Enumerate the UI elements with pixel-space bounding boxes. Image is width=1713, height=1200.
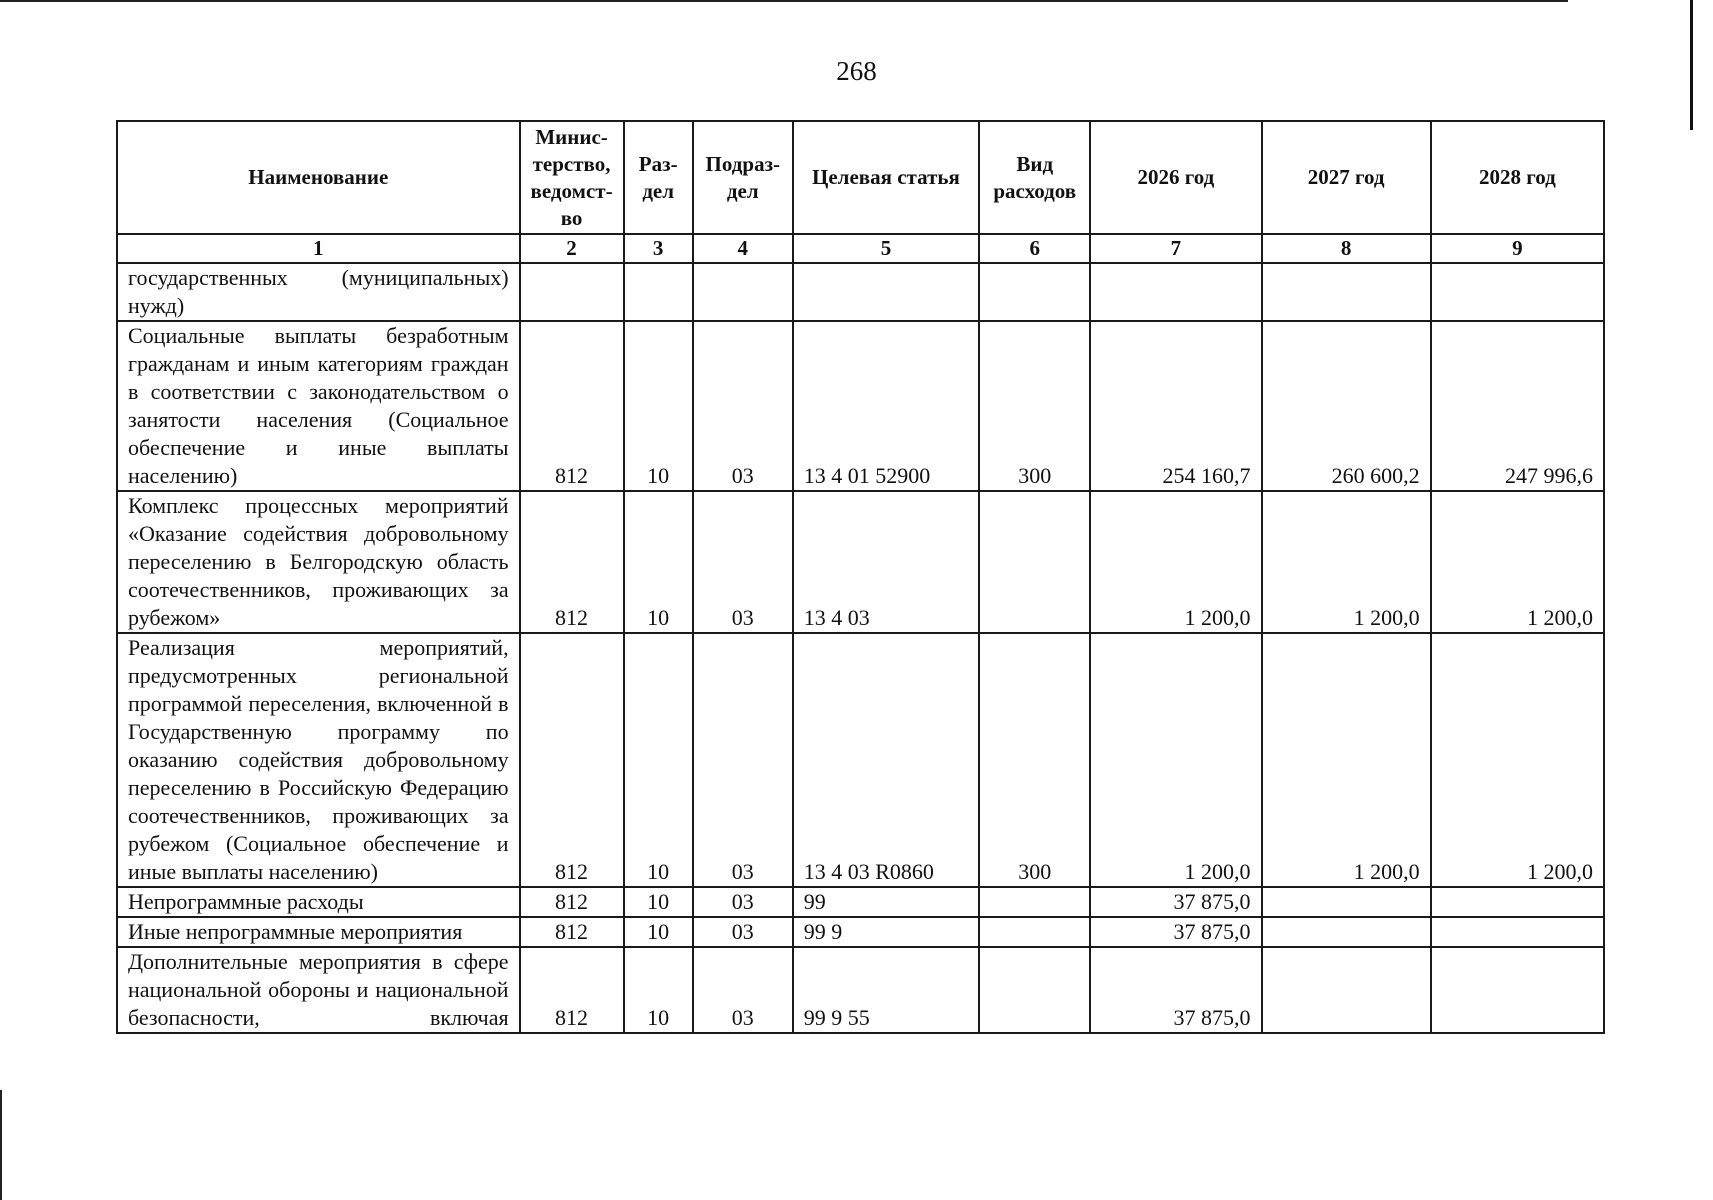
row-section xyxy=(624,263,693,321)
row-ministry: 812 xyxy=(520,491,624,633)
header-row xyxy=(117,121,1604,234)
row-2027: 1 200,0 xyxy=(1262,491,1431,633)
row-expense-type xyxy=(979,917,1090,947)
row-subsection: 03 xyxy=(693,917,793,947)
row-expense-type xyxy=(979,887,1090,917)
row-2028: 247 996,6 xyxy=(1431,321,1604,491)
row-2027 xyxy=(1262,887,1431,917)
row-2026: 254 160,7 xyxy=(1090,321,1261,491)
table-row xyxy=(117,321,1604,491)
row-2028 xyxy=(1431,263,1604,321)
row-ministry: 812 xyxy=(520,947,624,1033)
table-row xyxy=(117,633,1604,887)
table-row xyxy=(117,947,1604,1033)
column-number: 3 xyxy=(624,234,693,263)
row-2026: 37 875,0 xyxy=(1090,917,1261,947)
header-2028: 2028 год xyxy=(1431,121,1604,234)
row-target: 13 4 01 52900 xyxy=(793,321,980,491)
row-name: государственных (муниципальных) нужд) xyxy=(117,263,520,321)
header-subsection: Подраз-дел xyxy=(693,121,793,234)
row-target: 13 4 03 xyxy=(793,491,980,633)
row-expense-type xyxy=(979,491,1090,633)
column-number: 8 xyxy=(1262,234,1431,263)
header-2026: 2026 год xyxy=(1090,121,1261,234)
row-2028 xyxy=(1431,947,1604,1033)
row-section: 10 xyxy=(624,633,693,887)
row-subsection: 03 xyxy=(693,491,793,633)
row-section: 10 xyxy=(624,491,693,633)
row-subsection: 03 xyxy=(693,947,793,1033)
row-2027 xyxy=(1262,947,1431,1033)
table-row xyxy=(117,917,1604,947)
row-target xyxy=(793,263,980,321)
row-2027 xyxy=(1262,263,1431,321)
row-section: 10 xyxy=(624,947,693,1033)
row-2027 xyxy=(1262,917,1431,947)
header-section: Раз-дел xyxy=(624,121,693,234)
row-name: Непрограммные расходы xyxy=(117,887,520,917)
row-name: Комплекс процессных мероприятий «Оказание содействия добровольному переселению в Белгородскую область соотечественников, проживающих за рубежом» xyxy=(117,491,520,633)
row-2026: 37 875,0 xyxy=(1090,947,1261,1033)
row-ministry: 812 xyxy=(520,887,624,917)
row-subsection: 03 xyxy=(693,887,793,917)
row-target: 99 xyxy=(793,887,980,917)
row-2026: 1 200,0 xyxy=(1090,633,1261,887)
row-expense-type xyxy=(979,263,1090,321)
row-2028: 1 200,0 xyxy=(1431,491,1604,633)
header-name: Наименование xyxy=(117,121,520,234)
header-ministry: Минис-терство, ведомст-во xyxy=(520,121,624,234)
row-2026 xyxy=(1090,263,1261,321)
row-name: Иные непрограммные мероприятия xyxy=(117,917,520,947)
header-target: Целевая статья xyxy=(793,121,980,234)
row-2027: 260 600,2 xyxy=(1262,321,1431,491)
row-expense-type: 300 xyxy=(979,321,1090,491)
row-ministry xyxy=(520,263,624,321)
row-name: Дополнительные мероприятия в сфере национальной обороны и национальной безопасности, включая xyxy=(117,947,520,1033)
row-name: Социальные выплаты безработным гражданам и иным категориям граждан в соответствии с законодательством о занятости населения (Социальное обеспечение и иные выплаты населению) xyxy=(117,321,520,491)
row-2027: 1 200,0 xyxy=(1262,633,1431,887)
header-2027: 2027 год xyxy=(1262,121,1431,234)
row-ministry: 812 xyxy=(520,321,624,491)
row-target: 99 9 55 xyxy=(793,947,980,1033)
row-expense-type xyxy=(979,947,1090,1033)
column-number: 6 xyxy=(979,234,1090,263)
column-number: 9 xyxy=(1431,234,1604,263)
column-numbers-row xyxy=(117,234,1604,263)
row-subsection xyxy=(693,263,793,321)
row-2026: 37 875,0 xyxy=(1090,887,1261,917)
row-expense-type: 300 xyxy=(979,633,1090,887)
row-subsection: 03 xyxy=(693,321,793,491)
row-2028 xyxy=(1431,887,1604,917)
row-subsection: 03 xyxy=(693,633,793,887)
budget-table xyxy=(116,120,1605,1034)
scan-top-border xyxy=(0,0,1568,2)
scan-left-edge xyxy=(0,1090,2,1200)
column-number: 2 xyxy=(520,234,624,263)
column-number: 7 xyxy=(1090,234,1261,263)
column-number: 5 xyxy=(793,234,980,263)
column-number: 1 xyxy=(117,234,520,263)
table-row xyxy=(117,263,1604,321)
row-ministry: 812 xyxy=(520,917,624,947)
column-number: 4 xyxy=(693,234,793,263)
row-target: 13 4 03 R0860 xyxy=(793,633,980,887)
row-2028: 1 200,0 xyxy=(1431,633,1604,887)
row-target: 99 9 xyxy=(793,917,980,947)
row-2028 xyxy=(1431,917,1604,947)
row-section: 10 xyxy=(624,887,693,917)
table-row xyxy=(117,491,1604,633)
row-name: Реализация мероприятий, предусмотренных региональной программой переселения, включенной в Государственную программу по оказанию содействия добровольному переселению в Российскую Федерацию соотечественников, проживающих за рубежом (Социальное обеспечение и иные выплаты населению) xyxy=(117,633,520,887)
row-2026: 1 200,0 xyxy=(1090,491,1261,633)
table-row xyxy=(117,887,1604,917)
row-ministry: 812 xyxy=(520,633,624,887)
header-expense-type: Вид расходов xyxy=(979,121,1090,234)
page-number: 268 xyxy=(836,56,877,86)
row-section: 10 xyxy=(624,917,693,947)
row-section: 10 xyxy=(624,321,693,491)
